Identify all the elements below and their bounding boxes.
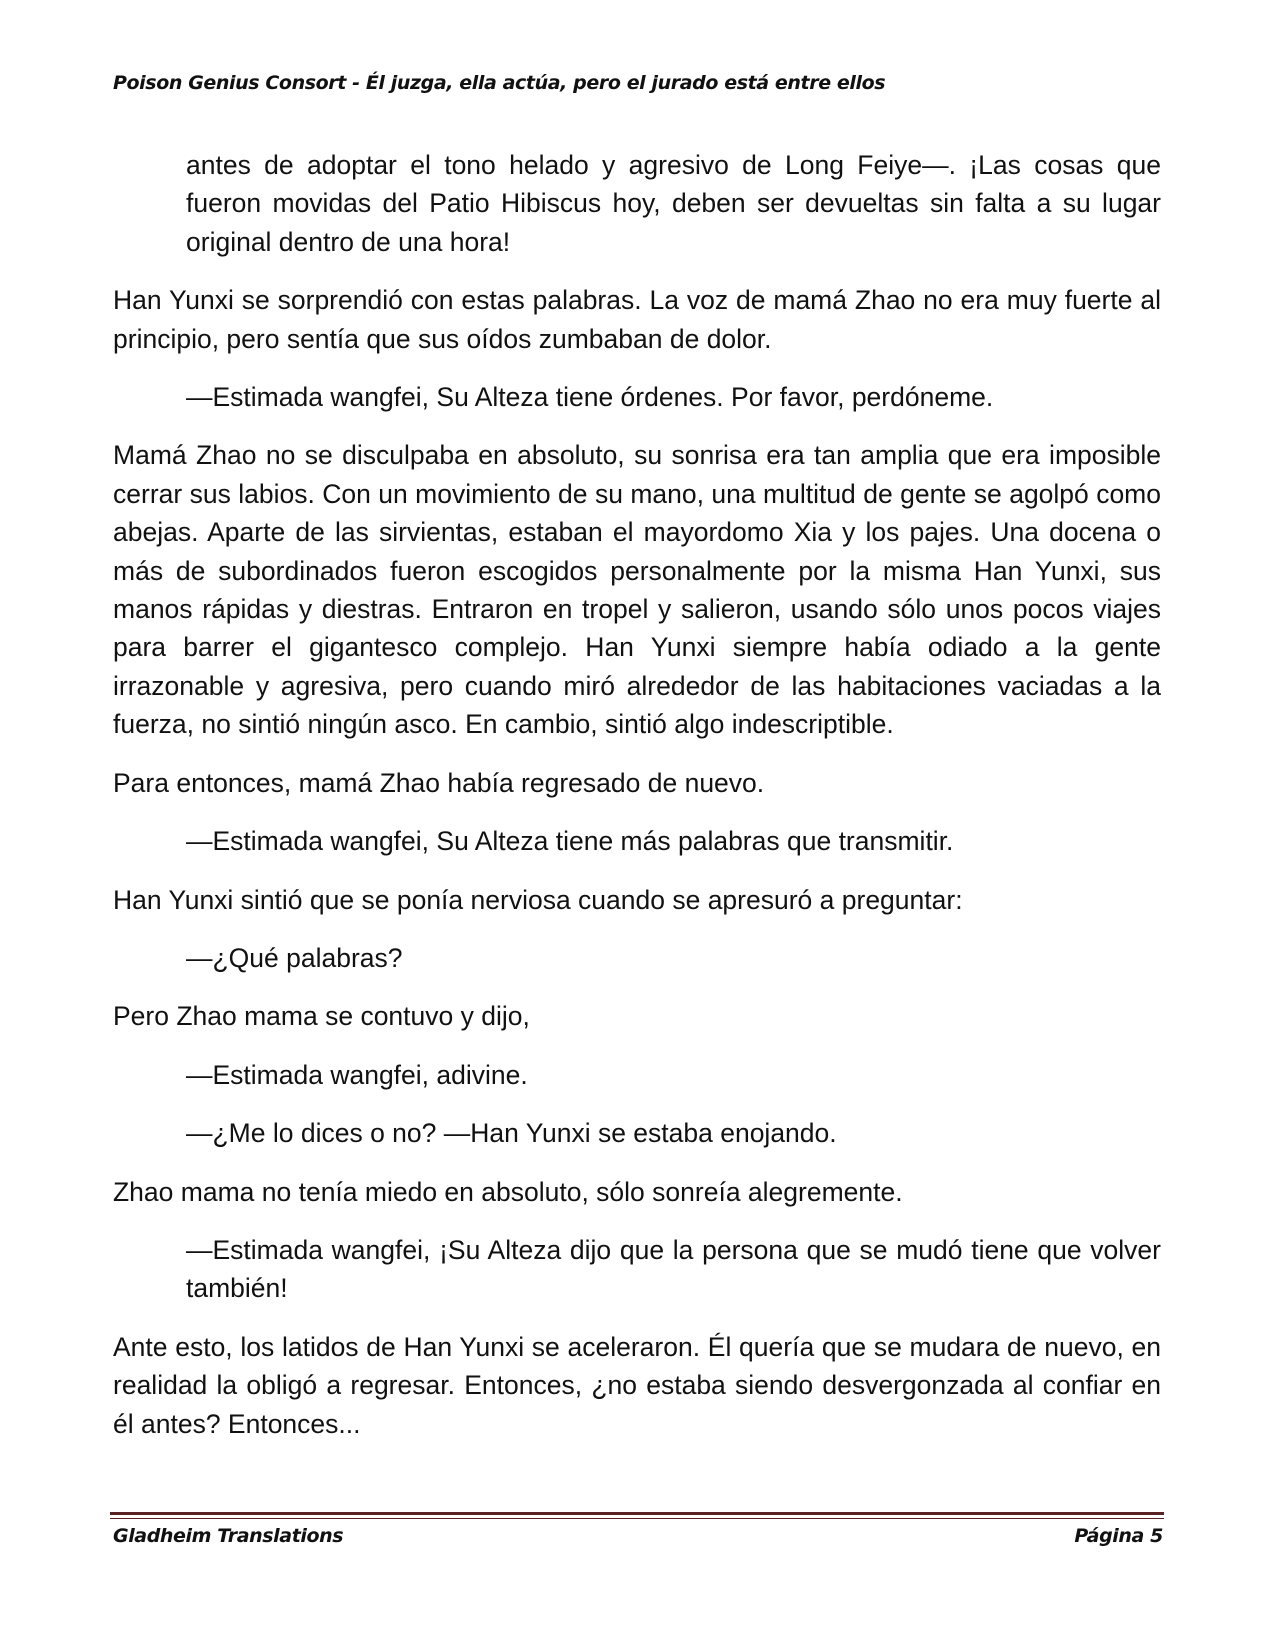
paragraph: Han Yunxi sintió que se ponía nerviosa cuando se apresuró a preguntar: bbox=[113, 884, 963, 915]
body-text bbox=[113, 146, 1161, 1463]
paragraph: Para entonces, mamá Zhao había regresado de nuevo. bbox=[113, 767, 765, 798]
paragraph: antes de adoptar el tono helado y agresivo de Long Feiye—. ¡Las cosas que fueron movidas del Patio Hibiscus hoy, deben ser devueltas sin falta a su lugar original dentro de una hora! bbox=[186, 150, 1161, 257]
paragraph: Pero Zhao mama se contuvo y dijo, bbox=[113, 1001, 530, 1032]
footer-divider-thin bbox=[110, 1518, 1164, 1519]
footer-publisher: Gladheim Translations bbox=[113, 1525, 344, 1547]
paragraph: —¿Qué palabras? bbox=[186, 942, 403, 973]
paragraph: Zhao mama no tenía miedo en absoluto, sólo sonreía alegremente. bbox=[113, 1176, 903, 1207]
paragraph: Mamá Zhao no se disculpaba en absoluto, su sonrisa era tan amplia que era imposible cerrar sus labios. Con un movimiento de su mano, una multitud de gente se agolpó como abejas. Aparte de las sirvientas, estaban el mayordomo Xia y los pajes. Una docena o más de subordinados fueron escogidos personalmente por la misma Han Yunxi, sus manos rápidas y diestras. Entraron en tropel y salieron, usando sólo unos pocos viajes para barrer el gigantesco complejo. Han Yunxi siempre había odiado a la gente irrazonable y agresiva, pero cuando miró alrededor de las habitaciones vaciadas a la fuerza, no sintió ningún asco. En cambio, sintió algo indescriptible. bbox=[113, 440, 1161, 740]
running-header: Poison Genius Consort - Él juzga, ella actúa, pero el jurado está entre ellos bbox=[113, 72, 886, 94]
paragraph: —Estimada wangfei, ¡Su Alteza dijo que la persona que se mudó tiene que volver también! bbox=[186, 1234, 1161, 1304]
paragraph: —Estimada wangfei, Su Alteza tiene órdenes. Por favor, perdóneme. bbox=[186, 382, 994, 413]
paragraph: Han Yunxi se sorprendió con estas palabras. La voz de mamá Zhao no era muy fuerte al principio, pero sentía que sus oídos zumbaban de dolor. bbox=[113, 285, 1161, 354]
paragraph: —¿Me lo dices o no? —Han Yunxi se estaba enojando. bbox=[186, 1118, 837, 1149]
paragraph: —Estimada wangfei, adivine. bbox=[186, 1059, 528, 1090]
page-number: Página 5 bbox=[1074, 1525, 1163, 1547]
footer-divider bbox=[110, 1512, 1164, 1515]
paragraph: Ante esto, los latidos de Han Yunxi se aceleraron. Él quería que se mudara de nuevo, en realidad la obligó a regresar. Entonces, ¿no estaba siendo desvergonzada al confiar en él antes? Entonces... bbox=[113, 1331, 1161, 1439]
paragraph: —Estimada wangfei, Su Alteza tiene más palabras que transmitir. bbox=[186, 826, 954, 857]
